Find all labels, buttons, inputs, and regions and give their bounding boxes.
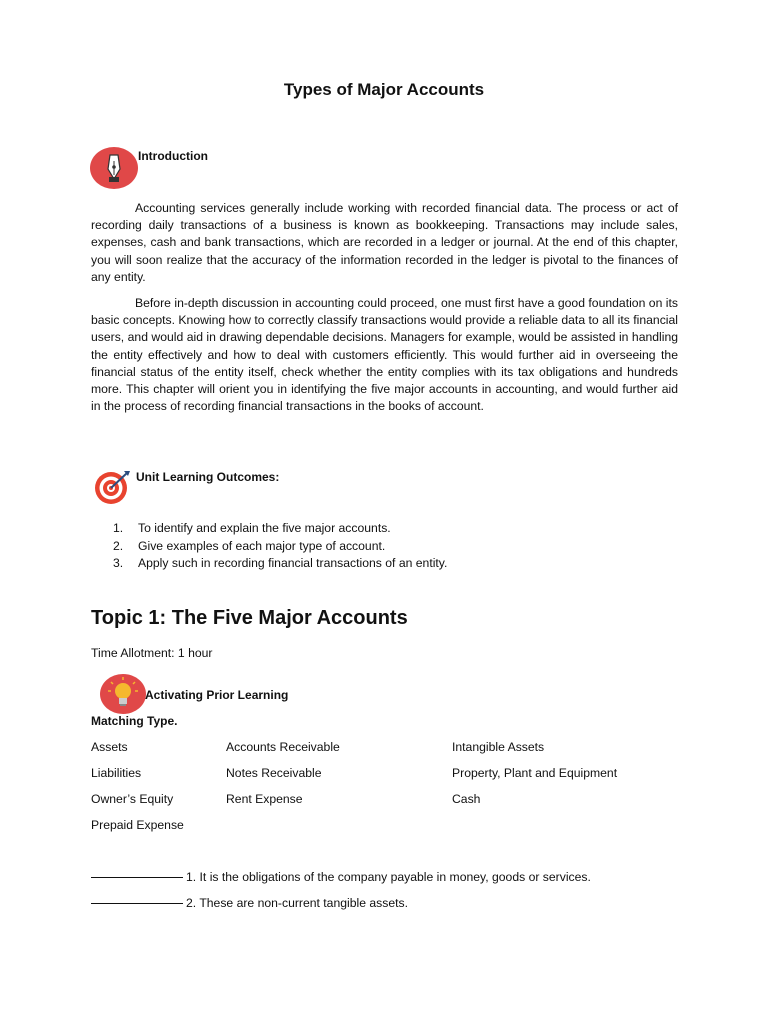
- answer-blank[interactable]: [91, 877, 183, 878]
- choice-ppe: Property, Plant and Equipment: [452, 766, 618, 780]
- choice-prepaid-expense: Prepaid Expense: [91, 818, 184, 832]
- list-item-text: Give examples of each major type of account.: [138, 538, 386, 553]
- outcomes-heading: Unit Learning Outcomes:: [136, 470, 280, 484]
- intro-paragraph-2: Before in-depth discussion in accounting could proceed, one must first have a good foundation on its basic concepts. Knowing how to correctly classify transactions would provide a reliable data to all its financial users, and would aid in drawing dependable decisions. Managers for example, would be assisted in handling the entity effectively and how to deal with customers efficiently. This would further aid in overseeing the financial status of the entity itself, check whether the entity complies with its tax obligations and hundreds more. This chapter will orient you in identifying the five major accounts in accounting, and would further aid in the process of recording financial transactions in the books of account.: [91, 296, 678, 414]
- question-text: 1. It is the obligations of the company payable in money, goods or services.: [186, 870, 591, 884]
- choice-intangible-assets: Intangible Assets: [452, 740, 545, 754]
- choice-owners-equity: Owner’s Equity: [91, 792, 174, 806]
- question-1: [91, 870, 591, 884]
- list-item-number: 3.: [113, 556, 124, 570]
- outcomes-list: [91, 520, 678, 573]
- choice-assets: Assets: [91, 740, 128, 754]
- question-2: [91, 896, 408, 910]
- page-title: Types of Major Accounts: [283, 80, 485, 99]
- list-item: [91, 538, 678, 556]
- answer-blank[interactable]: [91, 903, 183, 904]
- introduction-heading: Introduction: [138, 149, 208, 163]
- pen-nib-icon: [90, 147, 138, 189]
- activity-heading: Activating Prior Learning: [145, 688, 289, 702]
- list-item-number: 1.: [113, 521, 124, 535]
- choice-accounts-receivable: Accounts Receivable: [226, 740, 340, 754]
- list-item-text: Apply such in recording financial transactions of an entity.: [138, 556, 448, 570]
- intro-paragraph-1: Accounting services generally include working with recorded financial data. The process or act of recording daily transactions of a business is known as bookkeeping. Transactions may include sales, expenses, cash and bank transactions, which are recorded in a ledger or journal. At the end of this chapter, you will soon realize that the accuracy of the information recorded in the ledger is pivotal to the finances of any entity.: [91, 201, 678, 284]
- choice-cash: Cash: [452, 792, 481, 806]
- lightbulb-icon: [100, 674, 146, 714]
- target-icon: [93, 469, 133, 505]
- choice-notes-receivable: Notes Receivable: [226, 766, 322, 780]
- list-item-number: 2.: [113, 538, 124, 553]
- list-item-text: To identify and explain the five major accounts.: [138, 521, 391, 535]
- matching-type-heading: Matching Type.: [91, 714, 178, 728]
- time-allotment: Time Allotment: 1 hour: [91, 646, 213, 660]
- question-text: 2. These are non-current tangible assets.: [186, 896, 408, 910]
- list-item: [91, 555, 678, 573]
- choice-rent-expense: Rent Expense: [226, 792, 303, 806]
- topic-title: Topic 1: The Five Major Accounts: [91, 607, 408, 629]
- choice-liabilities: Liabilities: [91, 766, 142, 780]
- list-item: [91, 520, 678, 538]
